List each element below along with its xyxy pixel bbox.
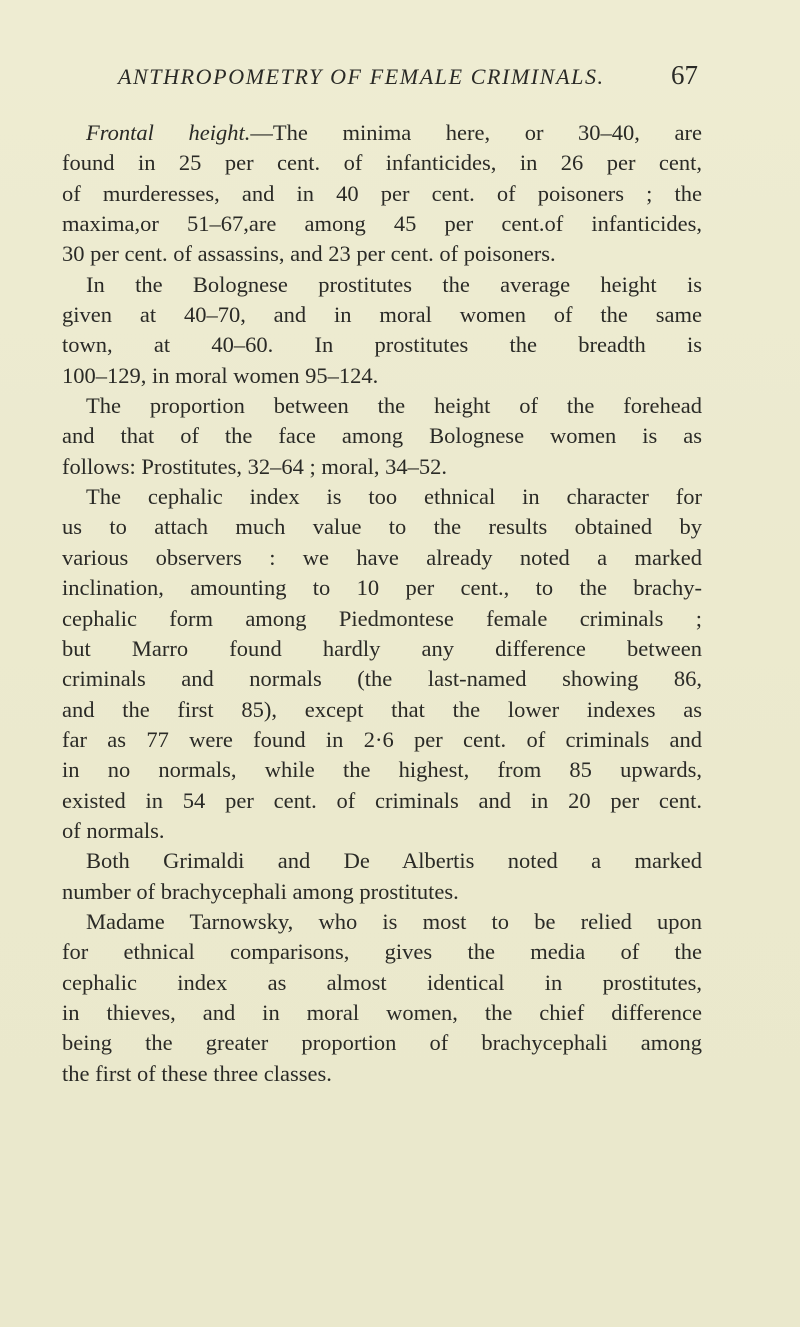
text-line: cephalic form among Piedmontese female criminals ; <box>62 605 702 631</box>
text-line: for ethnical comparisons, gives the media of the <box>62 939 702 965</box>
paragraph-bolognese-prostitutes <box>62 270 702 391</box>
text-line: Both Grimaldi and De Albertis noted a marked <box>86 848 702 874</box>
text-line: and the first 85), except that the lower indexes as <box>62 696 702 722</box>
text-line: and that of the face among Bolognese women is as <box>62 423 702 449</box>
text-line: us to attach much value to the results obtained by <box>62 514 702 540</box>
text-line: The proportion between the height of the forehead <box>86 393 702 419</box>
text-line: 100–129, in moral women 95–124. <box>62 362 379 388</box>
text-line: various observers : we have already noted a marked <box>62 544 702 570</box>
text-line: In the Bolognese prostitutes the average height is <box>86 271 702 297</box>
text-line: but Marro found hardly any difference between <box>62 635 702 661</box>
text-line: criminals and normals (the last-named showing 86, <box>62 666 702 692</box>
text-line: inclination, amounting to 10 per cent., to the brachy- <box>62 575 702 601</box>
body-text <box>62 118 702 1089</box>
text-line: The cephalic index is too ethnical in character for <box>86 484 702 510</box>
text-line: the first of these three classes. <box>62 1060 332 1086</box>
text-line: in no normals, while the highest, from 85 upwards, <box>62 757 702 783</box>
text-line: far as 77 were found in 2·6 per cent. of criminals and <box>62 726 702 752</box>
paragraph-cephalic-index <box>62 482 702 846</box>
text-line: number of brachycephali among prostitutes. <box>62 878 459 904</box>
text-line: being the greater proportion of brachycephali among <box>62 1030 702 1056</box>
text-line: 30 per cent. of assassins, and 23 per cent. of poisoners. <box>62 241 556 267</box>
text-line: cephalic index as almost identical in prostitutes, <box>62 969 702 995</box>
text-line: follows: Prostitutes, 32–64 ; moral, 34–52. <box>62 453 447 479</box>
paragraph-tarnowsky <box>62 907 702 1089</box>
paragraph-proportion <box>62 391 702 482</box>
text-line: maxima,or 51–67,are among 45 per cent.of infanticides, <box>62 211 702 237</box>
running-head <box>118 60 698 100</box>
text-line: of normals. <box>62 817 165 843</box>
text-line: of murderesses, and in 40 per cent. of poisoners ; the <box>62 180 702 206</box>
running-title: ANTHROPOMETRY OF FEMALE CRIMINALS. <box>118 64 605 89</box>
paragraph-frontal-height <box>62 118 702 270</box>
text-line: Madame Tarnowsky, who is most to be relied upon <box>86 908 702 934</box>
text-line: in thieves, and in moral women, the chief difference <box>62 999 702 1025</box>
text-line: existed in 54 per cent. of criminals and in 20 per cent. <box>62 787 702 813</box>
section-lead: Frontal height. <box>86 120 251 145</box>
text-line: found in 25 per cent. of infanticides, in 26 per cent, <box>62 150 702 176</box>
text-line: Frontal height.—The minima here, or 30–40, are <box>86 120 702 145</box>
page-number: 67 <box>671 60 698 90</box>
text-line: given at 40–70, and in moral women of the same <box>62 302 702 328</box>
paragraph-grimaldi <box>62 846 702 907</box>
text-line: town, at 40–60. In prostitutes the breadth is <box>62 332 702 358</box>
